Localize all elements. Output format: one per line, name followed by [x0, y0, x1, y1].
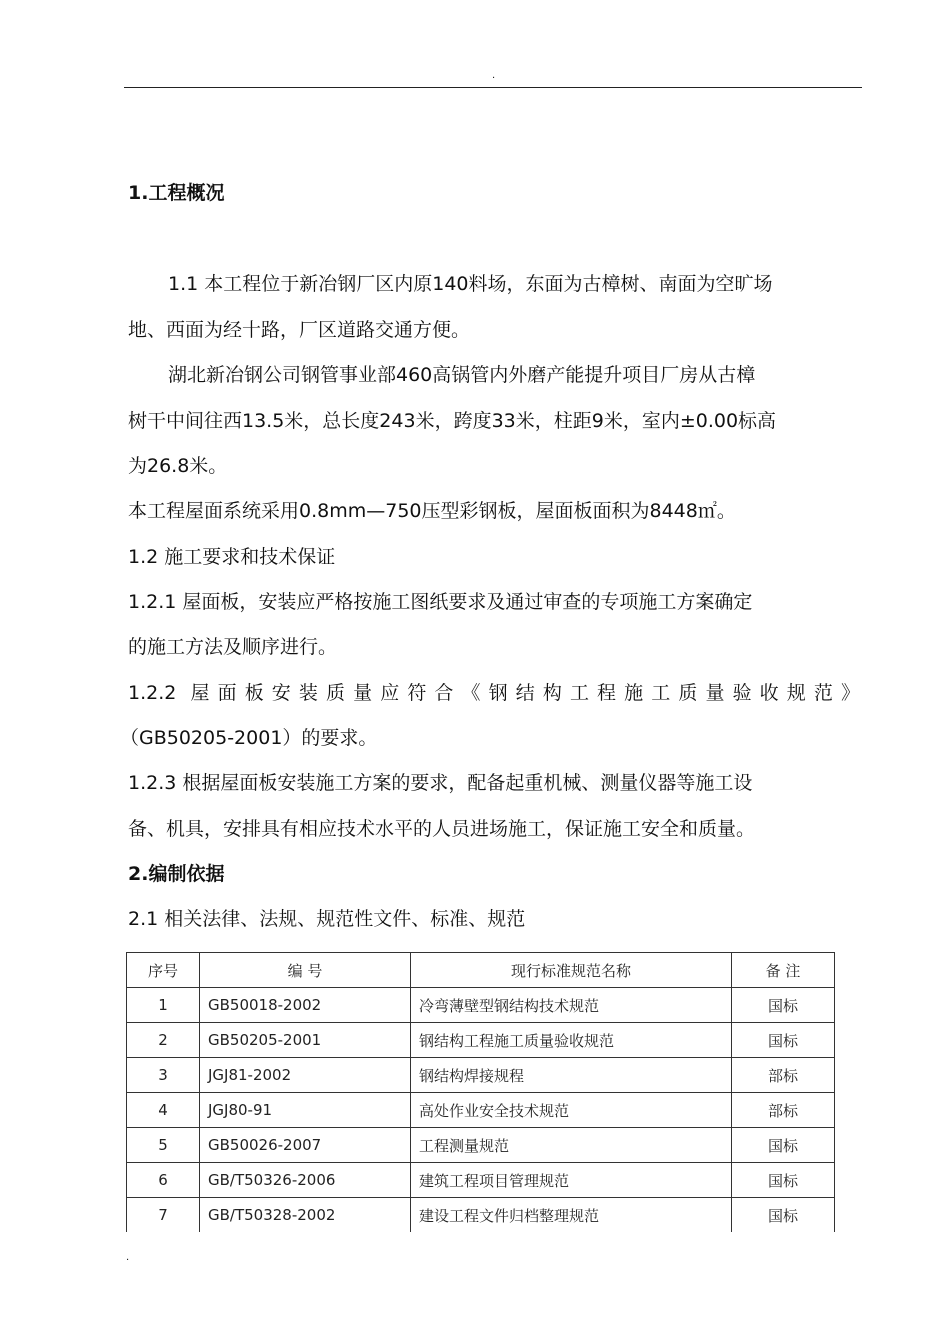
section-1-2-title: 1.2 施工要求和技术保证 [128, 546, 336, 568]
cell-index: 4 [127, 1093, 200, 1128]
header-mark: . [492, 70, 496, 81]
cell-code: GB50026-2007 [200, 1128, 411, 1163]
item-1-2-1-line-2: 的施工方法及顺序进行。 [128, 636, 338, 658]
cell-remark: 部标 [732, 1093, 835, 1128]
cell-remark: 国标 [732, 1128, 835, 1163]
item-1-2-2-line-2: （GB50205-2001）的要求。 [120, 727, 378, 749]
table-row [127, 1023, 835, 1058]
section-2-1-title: 2.1 相关法律、法规、规范性文件、标准、规范 [128, 908, 526, 930]
item-1-2-1-line-1: 1.2.1 屋面板，安装应严格按施工图纸要求及通过审查的专项施工方案确定 [128, 591, 753, 613]
cell-standard-name: 建设工程文件归档整理规范 [411, 1198, 732, 1233]
standards-table [126, 952, 835, 1232]
header-index: 序号 [127, 953, 200, 988]
cell-index: 2 [127, 1023, 200, 1058]
header-code: 编 号 [200, 953, 411, 988]
table-header-row [127, 953, 835, 988]
paragraph-1-1-line-2: 地、西面为经十路，厂区道路交通方便。 [128, 319, 471, 341]
header-rule [124, 87, 862, 88]
paragraph-2-line-1: 湖北新冶钢公司钢管事业部460高锅管内外磨产能提升项目厂房从古樟 [168, 364, 756, 386]
cell-code: GB/T50328-2002 [200, 1198, 411, 1233]
item-1-2-3-line-2: 备、机具，安排具有相应技术水平的人员进场施工，保证施工安全和质量。 [128, 818, 756, 840]
cell-remark: 国标 [732, 1023, 835, 1058]
item-1-2-3-line-1: 1.2.3 根据屋面板安装施工方案的要求，配备起重机械、测量仪器等施工设 [128, 772, 753, 794]
header-remark: 备 注 [732, 953, 835, 988]
table-row [127, 988, 835, 1023]
cell-code: GB50018-2002 [200, 988, 411, 1023]
cell-standard-name: 钢结构工程施工质量验收规范 [411, 1023, 732, 1058]
section-2-title: 2.编制依据 [128, 863, 225, 885]
cell-standard-name: 建筑工程项目管理规范 [411, 1163, 732, 1198]
footer-mark: . [126, 1252, 130, 1263]
cell-index: 1 [127, 988, 200, 1023]
section-1-title: 1.工程概况 [128, 182, 225, 204]
table-row [127, 1093, 835, 1128]
table-row [127, 1163, 835, 1198]
cell-index: 3 [127, 1058, 200, 1093]
table-row [127, 1128, 835, 1163]
cell-remark: 国标 [732, 1198, 835, 1233]
cell-standard-name: 高处作业安全技术规范 [411, 1093, 732, 1128]
paragraph-2-line-2: 树干中间往西13.5米，总长度243米，跨度33米，柱距9米，室内±0.00标高 [128, 410, 777, 432]
paragraph-3: 本工程屋面系统采用0.8mm—750压型彩钢板，屋面板面积为8448㎡。 [128, 500, 736, 522]
cell-index: 6 [127, 1163, 200, 1198]
paragraph-2-line-3: 为26.8米。 [128, 455, 228, 477]
cell-standard-name: 冷弯薄壁型钢结构技术规范 [411, 988, 732, 1023]
cell-standard-name: 工程测量规范 [411, 1128, 732, 1163]
cell-code: GB/T50326-2006 [200, 1163, 411, 1198]
paragraph-1-1-line-1: 1.1 本工程位于新冶钢厂区内原140料场，东面为古樟树、南面为空旷场 [168, 273, 773, 295]
table-row [127, 1198, 835, 1233]
cell-code: JGJ80-91 [200, 1093, 411, 1128]
item-1-2-2-line-1: 1.2.2 屋面板安装质量应符合《钢结构工程施工质量验收规范》 [128, 682, 860, 704]
table-row [127, 1058, 835, 1093]
cell-remark: 部标 [732, 1058, 835, 1093]
cell-code: GB50205-2001 [200, 1023, 411, 1058]
header-standard-name: 现行标准规范名称 [411, 953, 732, 988]
cell-code: JGJ81-2002 [200, 1058, 411, 1093]
cell-standard-name: 钢结构焊接规程 [411, 1058, 732, 1093]
cell-index: 5 [127, 1128, 200, 1163]
cell-remark: 国标 [732, 988, 835, 1023]
cell-remark: 国标 [732, 1163, 835, 1198]
cell-index: 7 [127, 1198, 200, 1233]
